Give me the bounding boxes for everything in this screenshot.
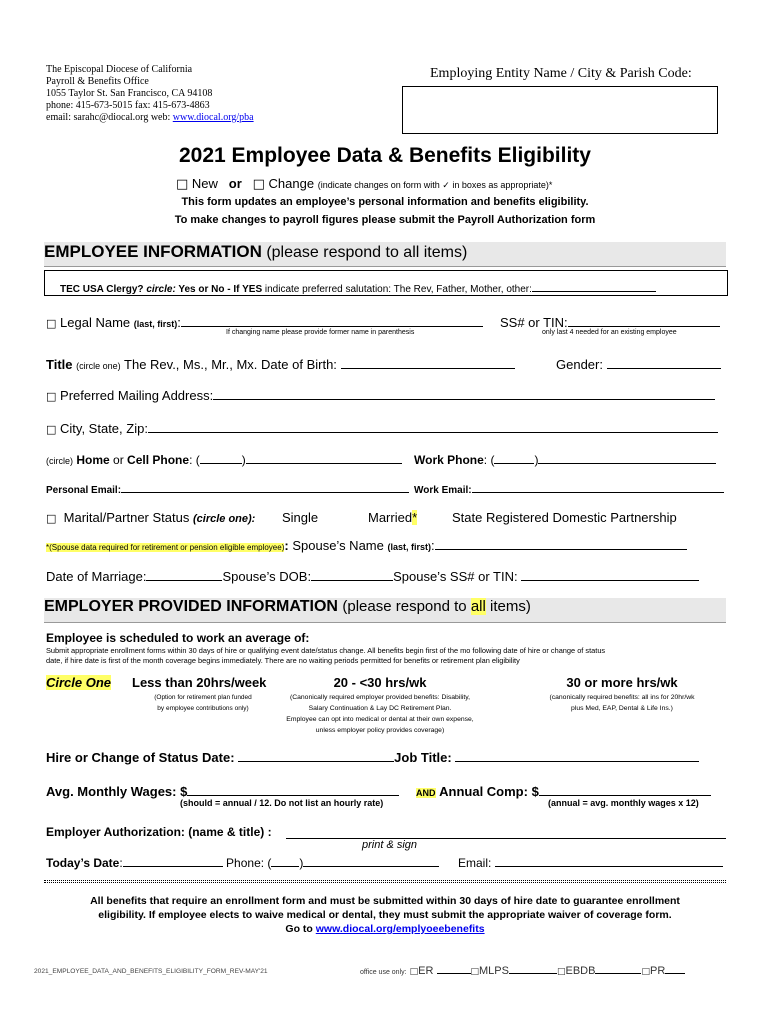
spouse-name-label: Spouse’s Name — [292, 538, 384, 553]
married-label: Married — [368, 510, 413, 525]
footer-notice-1: All benefits that require an enrollment form and must be submitted within 30 days of hire date to guarantee enrollment — [90, 895, 680, 907]
entity-label: Employing Entity Name / City & Parish Code: — [430, 66, 692, 81]
page-title: 2021 Employee Data & Benefits Eligibility — [179, 144, 591, 167]
legal-name-checkbox[interactable]: □ — [46, 317, 57, 330]
benefits-link[interactable]: www.diocal.org/emplyoeebenefits — [315, 923, 485, 935]
auth-phone-close: ) — [299, 856, 304, 870]
gender-row — [556, 354, 721, 372]
circle-one-label: Circle One — [46, 675, 112, 690]
ebdb-field[interactable] — [595, 964, 641, 974]
auth-field[interactable] — [286, 822, 726, 839]
scheduled-note-1: Submit appropriate enrollment forms within 30 days of hire or qualifying event date/status change. All benefits begin first of the mo following date of hire or change of status — [46, 646, 606, 655]
hours-option-1-note: (Option for retirement plan funded by employee contributions only) — [154, 694, 252, 712]
wages-row — [46, 781, 399, 799]
form-type-row — [176, 176, 552, 192]
spouse-note: *(Spouse data required for retirement or pension eligible employee) — [46, 543, 285, 552]
city-checkbox[interactable]: □ — [46, 423, 57, 436]
personal-email-field[interactable] — [121, 481, 409, 493]
today-label: Today’s Date — [46, 856, 120, 870]
spouse-dob-label: Spouse’s DOB: — [222, 569, 312, 584]
hours-option-2-note: (Canonically required employer provided benefits: Disability, Salary Continuation & Lay DC Retirement Plan. Employee can opt into medical or dental at their own expense, unless employer policy provides coverage) — [286, 694, 474, 734]
auth-label: Employer Authorization: (name & title) : — [46, 825, 272, 839]
personal-email-label: Personal Email: — [46, 485, 122, 496]
org-address-block — [46, 64, 254, 124]
city-label: City, State, Zip: — [60, 421, 148, 436]
er-field[interactable] — [437, 964, 471, 974]
pr-label: PR — [649, 965, 666, 977]
clergy-options[interactable]: Yes or No - If YES — [175, 284, 263, 295]
office-use-label: office use only: — [360, 969, 407, 976]
single-option[interactable]: Single — [282, 510, 319, 525]
org-office: Payroll & Benefits Office — [46, 76, 149, 87]
mlps-field[interactable] — [509, 964, 557, 974]
married-asterisk: * — [412, 510, 418, 525]
spouse-name-field[interactable] — [435, 535, 687, 550]
er-label: ER — [418, 965, 434, 977]
print-sign-label: print & sign — [362, 839, 418, 851]
form-filename: 2021_EMPLOYEE_DATA_AND_BENEFITS_ELIGIBILITY_FORM_REV-MAY'21 — [34, 968, 268, 975]
auth-phone-field[interactable] — [303, 852, 439, 867]
new-checkbox[interactable]: □ — [176, 177, 189, 192]
clergy-question: TEC USA Clergy? — [60, 284, 147, 295]
intro-line-1: This form updates an employee’s personal information and benefits eligibility. — [181, 196, 589, 208]
ssn-row — [500, 312, 720, 330]
wages-field[interactable] — [187, 781, 399, 796]
legal-name-hint: If changing name please provide former name in parenthesis — [226, 329, 415, 336]
ebdb-label: EBDB — [565, 965, 596, 977]
employer-section-title: EMPLOYER PROVIDED INFORMATION — [44, 598, 338, 615]
work-area-code-field[interactable] — [494, 449, 534, 464]
change-checkbox[interactable]: □ — [252, 177, 265, 192]
wages-dollar: : $ — [172, 784, 188, 799]
or-label: or — [228, 176, 242, 191]
ebdb-checkbox[interactable]: □ — [556, 967, 566, 977]
mlps-label: MLPS — [479, 965, 509, 977]
auth-area-code-field[interactable] — [271, 852, 299, 867]
title-note: (circle one) — [76, 361, 121, 371]
annual-row — [416, 781, 711, 799]
spouse-name-note: (last, first) — [387, 542, 432, 552]
pr-checkbox[interactable]: □ — [641, 967, 650, 977]
and-label: AND — [416, 788, 436, 798]
dob-field[interactable] — [341, 354, 515, 369]
auth-phone-label: Phone: ( — [226, 856, 272, 870]
marital-note: (circle one): — [192, 513, 256, 525]
spouse-name-row: *(Spouse data required for retirement or pension eligible employee): Spouse’s Name (last, first): — [46, 535, 687, 553]
city-row — [46, 418, 718, 436]
work-phone-field[interactable] — [538, 449, 716, 464]
personal-email-row — [46, 481, 409, 496]
new-label: New — [191, 176, 218, 191]
spouse-colon: : — [284, 538, 289, 553]
org-name: The Episcopal Diocese of California — [46, 64, 193, 75]
phone-open-paren: : ( — [189, 453, 200, 467]
title-row — [46, 354, 515, 372]
marital-label: Marital/Partner Status — [63, 510, 190, 525]
home-area-code-field[interactable] — [200, 449, 242, 464]
auth-email-label: Email: — [458, 856, 492, 870]
pr-field[interactable] — [665, 964, 685, 974]
employer-subtitle-a: (please respond to — [342, 598, 471, 615]
marriage-row — [46, 566, 699, 584]
home-label[interactable]: Home — [76, 453, 110, 467]
ssn-label: SS# or TIN: — [500, 315, 568, 330]
hire-date-field[interactable] — [238, 747, 394, 762]
spouse-ssn-field[interactable] — [521, 566, 699, 581]
phone-circle-note: (circle) — [46, 456, 73, 466]
ssn-field[interactable] — [568, 312, 720, 327]
home-phone-field[interactable] — [246, 449, 402, 464]
ssn-hint: only last 4 needed for an existing employee — [542, 329, 677, 336]
legal-name-label: Legal Name — [60, 315, 131, 330]
date-marriage-label: Date of Marriage: — [46, 569, 147, 584]
employee-section-header — [44, 242, 726, 267]
scheduled-note-2: date, if hire date is first of the month coverage begins immediately. There are no waiting periods permitted for benefits or retirement plan eligibility — [46, 656, 520, 665]
mlps-checkbox[interactable]: □ — [470, 967, 480, 977]
married-option[interactable] — [368, 510, 417, 525]
mailing-checkbox[interactable]: □ — [46, 390, 57, 403]
intro-line-2: To make changes to payroll figures please submit the Payroll Authorization form — [174, 214, 596, 226]
today-row — [46, 852, 439, 870]
wages-label: Avg. Monthly Wages — [46, 784, 173, 799]
city-field[interactable] — [148, 418, 718, 433]
change-label: Change — [268, 176, 315, 191]
legal-name-row: □ Legal Name (last, first): — [46, 312, 483, 330]
cell-label[interactable]: Cell Phone — [127, 453, 190, 467]
annual-note: (annual = avg. monthly wages x 12) — [548, 798, 699, 808]
today-field[interactable] — [123, 852, 223, 867]
domestic-option[interactable]: State Registered Domestic Partnership — [452, 510, 677, 525]
footer-goto: Go to www.diocal.org/emplyoeebenefits — [285, 923, 485, 935]
mailing-label: Preferred Mailing Address: — [60, 388, 214, 403]
er-checkbox[interactable]: □ — [409, 967, 419, 977]
annual-label: Annual Comp — [439, 784, 524, 799]
hours-option-3[interactable]: 30 or more hrs/wk — [566, 675, 678, 690]
work-phone-row — [414, 449, 716, 467]
footer-notice — [0, 894, 770, 936]
today-colon: : — [119, 856, 123, 870]
change-note: (indicate changes on form with ✓ in boxes as appropriate)* — [317, 180, 553, 190]
employee-section-title: EMPLOYEE INFORMATION — [44, 242, 262, 261]
legal-name-note: (last, first) — [133, 319, 178, 329]
scheduled-heading: Employee is scheduled to work an average of: — [46, 631, 310, 645]
footer-divider-2 — [44, 882, 726, 883]
salutation-field[interactable] — [532, 277, 656, 292]
employer-subtitle-b: items) — [485, 598, 531, 615]
marital-checkbox[interactable]: □ — [46, 512, 57, 525]
entity-input-box[interactable] — [402, 86, 718, 134]
gender-label: Gender: — [556, 357, 603, 372]
title-options[interactable]: The Rev., Ms., Mr., Mx. — [124, 357, 258, 372]
work-phone-open-paren: : ( — [483, 453, 495, 467]
footer-notice-2: eligibility. If employee elects to waive medical or dental, they must submit the appropriate waiver of coverage form. — [98, 909, 672, 921]
auth-email-field[interactable] — [495, 852, 723, 867]
work-email-field[interactable] — [472, 481, 724, 493]
title-label: Title — [46, 357, 73, 372]
annual-field[interactable] — [539, 781, 711, 796]
work-email-row — [414, 481, 724, 496]
date-marriage-field[interactable] — [146, 566, 222, 581]
office-use-row — [360, 964, 685, 977]
wages-note: (should = annual / 12. Do not list an hourly rate) — [180, 798, 384, 808]
or-text: or — [113, 453, 124, 467]
work-phone-close-paren: ) — [534, 453, 539, 467]
employer-section-header — [44, 598, 726, 623]
org-phone: phone: 415-673-5015 fax: 415-673-4863 — [46, 100, 210, 111]
hours-option-1[interactable]: Less than 20hrs/week — [132, 675, 267, 690]
marital-row — [46, 510, 255, 525]
annual-dollar: : $ — [523, 784, 539, 799]
employee-section-subtitle: (please respond to all items) — [266, 244, 468, 261]
work-phone-label: Work Phone — [414, 453, 484, 467]
hours-option-3-note: (canonically required benefits: all ins for 20hr/wk plus Med, EAP, Dental & Life Ins.) — [549, 694, 695, 712]
clergy-circle: circle: — [146, 284, 176, 295]
job-title-field[interactable] — [455, 747, 699, 762]
hire-row — [46, 747, 699, 765]
legal-name-field[interactable] — [181, 312, 483, 327]
footer-divider — [44, 880, 726, 881]
spouse-dob-field[interactable] — [311, 566, 393, 581]
employer-subtitle-all: all — [470, 598, 486, 615]
work-email-label: Work Email: — [414, 485, 472, 496]
job-title-label: Job Title: — [394, 750, 452, 765]
hours-option-2[interactable]: 20 - <30 hrs/wk — [333, 675, 427, 690]
spouse-ssn-label: Spouse’s SS# or TIN: — [393, 569, 518, 584]
org-street: 1055 Taylor St. San Francisco, CA 94108 — [46, 88, 213, 99]
mailing-field[interactable] — [213, 385, 715, 400]
org-contact: email: sarahc@diocal.org web: www.diocal.org/pba — [46, 112, 254, 123]
web-link[interactable]: www.diocal.org/pba — [172, 112, 254, 123]
dob-label: Date of Birth: — [261, 357, 337, 372]
home-phone-row — [46, 449, 402, 467]
clergy-row — [60, 277, 656, 295]
mailing-row — [46, 385, 715, 403]
clergy-salutation: indicate preferred salutation: The Rev, Father, Mother, other: — [262, 284, 532, 295]
phone-close-paren: ) — [241, 453, 246, 467]
auth-email-row — [458, 852, 723, 870]
gender-field[interactable] — [607, 354, 721, 369]
hire-date-label: Hire or Change of Status Date: — [46, 750, 235, 765]
